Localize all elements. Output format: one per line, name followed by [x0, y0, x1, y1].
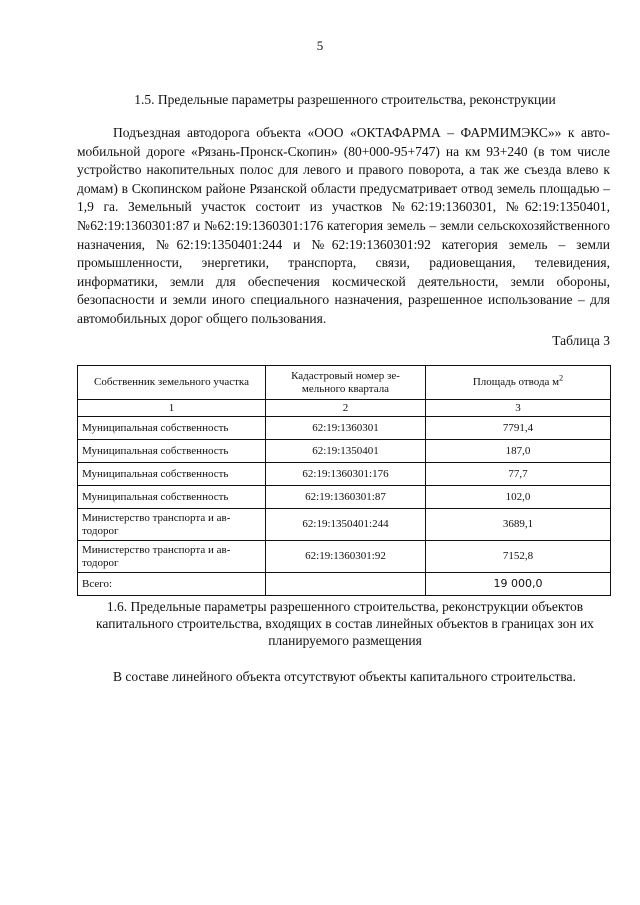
- cadastral-cell: 62:19:1360301:176: [266, 463, 426, 486]
- area-cell: 7152,8: [426, 541, 611, 573]
- owner-cell: Муниципальная собственность: [78, 463, 266, 486]
- total-empty-cell: [266, 573, 426, 596]
- owner-cell: Муниципальная собственность: [78, 440, 266, 463]
- header-area-label: Площадь отвода м: [472, 376, 560, 389]
- section-1-5-heading: 1.5. Предельные параметры разрешенного строительства, реконструкции: [134, 92, 556, 107]
- table-row: [78, 509, 611, 541]
- header-cadastral-number: Кадастровый номер зе-мельного квартала: [266, 366, 426, 400]
- table-caption: Таблица 3: [552, 333, 610, 348]
- owner-cell: Муниципальная собственность: [78, 417, 266, 440]
- cadastral-cell: 62:19:1350401:244: [266, 509, 426, 541]
- owner-cell: Муниципальная собственность: [78, 486, 266, 509]
- table-row: [78, 463, 611, 486]
- table-row: [78, 440, 611, 463]
- owner-cell: Министерство транспорта и ав-тодорог: [78, 509, 266, 541]
- owner-cell: Министерство транспорта и ав-тодорог: [78, 541, 266, 573]
- table-total-row: [78, 573, 611, 596]
- column-number: 2: [266, 400, 426, 417]
- total-label: Всего:: [78, 573, 266, 596]
- column-number: 1: [78, 400, 266, 417]
- section-1-6-heading: 1.6. Предельные параметры разрешенного строительства, реконструкции объектов капитального строительства, входящих в состав линейных объектов в границах зон их планируемого размещения: [96, 599, 594, 648]
- table-header-row: [78, 366, 611, 400]
- header-area: [426, 366, 611, 400]
- area-cell: 102,0: [426, 486, 611, 509]
- cadastral-cell: 62:19:1360301: [266, 417, 426, 440]
- cadastral-cell: 62:19:1350401: [266, 440, 426, 463]
- area-cell: 77,7: [426, 463, 611, 486]
- area-cell: 7791,4: [426, 417, 611, 440]
- cadastral-cell: 62:19:1360301:92: [266, 541, 426, 573]
- area-cell: 187,0: [426, 440, 611, 463]
- page-number: 5: [316, 38, 324, 53]
- table-row: [78, 486, 611, 509]
- section-1-6-paragraph: В составе линейного объекта отсутствуют объекты капитального строительства.: [113, 669, 576, 684]
- area-cell: 3689,1: [426, 509, 611, 541]
- cadastral-cell: 62:19:1360301:87: [266, 486, 426, 509]
- total-value: 19 000,0: [426, 573, 611, 596]
- area-unit-superscript: 2: [559, 373, 564, 383]
- column-number: 3: [426, 400, 611, 417]
- land-plots-table: [77, 365, 611, 596]
- section-1-5-paragraph: Подъездная автодорога объекта «ООО «ОКТАФАРМА – ФАРМИМЭКС»» к авто-мобильной дороге «Рязань-Пронск-Скопин» (80+000-95+747) на км 93+240 (в том числе устройство накопительных полос для левого и правого поворота, а так же съезда влево к домам) в Скопинском районе Рязанской области предусматривает отвод земель площадью – 1,9 га. Земельный участок состоит из участков №62:19:1360301, №62:19:1350401, №62:19:1360301:87 и №62:19:1360301:176 категория земель – земли сельскохозяйственного назначения, №62:19:1350401:244 и №62:19:1360301:92 категория земель – земли промышленности, энергетики, транспорта, связи, радиовещания, телевидения, информатики, земли для обеспечения космической деятельности, земли обороны, безопасности и земли иного специального назначения, разрешенное использование – для автомобильных дорог общего пользования.: [77, 125, 610, 326]
- table-column-numbers-row: [78, 400, 611, 417]
- header-owner: Собственник земельного участка: [78, 366, 266, 400]
- table-row: [78, 417, 611, 440]
- table-row: [78, 541, 611, 573]
